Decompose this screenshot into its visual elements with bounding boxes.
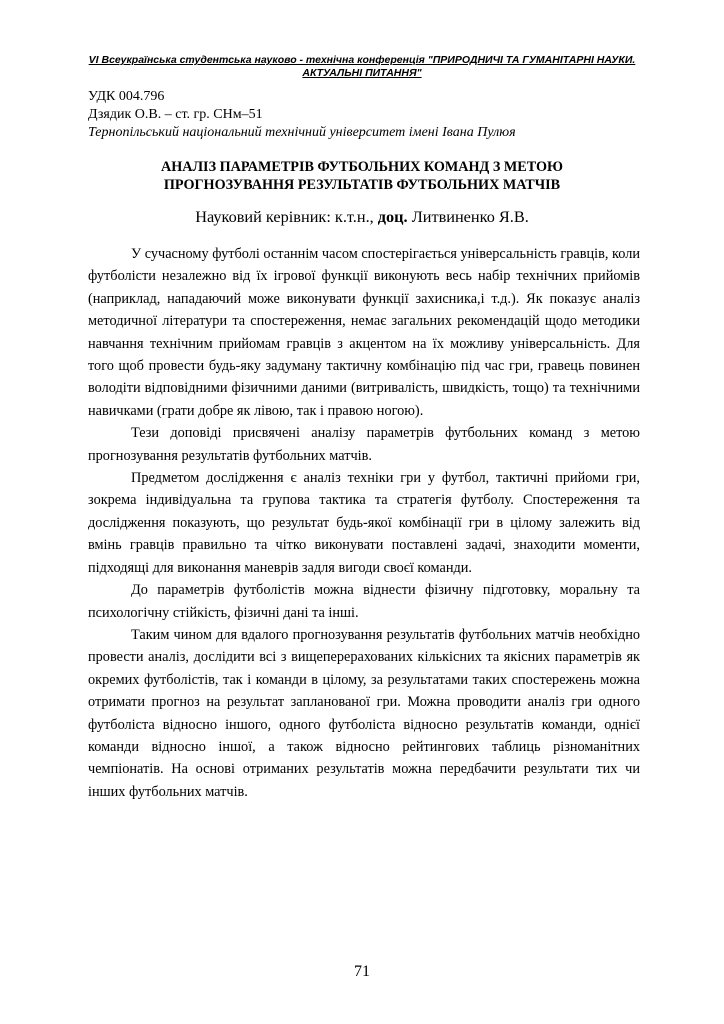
article-title: [88, 158, 636, 194]
paragraph-1: У сучасному футболі останнім часом спостерігається універсальність гравців, коли футболісти незалежно від їх ігрової функції виконують весь набір технічних прийомів (наприклад, нападаючий може виконувати функції захисника,і т.д.). Як показує аналіз методичної літератури та спостереження, немає загальних рекомендацій щодо методики навчання технічним прийомам гравців з акцентом на їх можливу універсальність. Для того щоб провести будь-яку задуману тактичну комбінацію під час гри, гравець повинен володіти відповідними фізичними даними (витривалість, швидкість, тощо) та технічними навичками (грати добре як лівою, так і правою ногою).: [88, 246, 640, 419]
supervisor-prefix: Науковий керівник: к.т.н.,: [195, 207, 378, 226]
supervisor-rank: доц.: [377, 207, 408, 226]
article-body: [88, 243, 640, 803]
udc-code: УДК 004.796: [88, 89, 165, 104]
page-number: 71: [354, 963, 370, 980]
title-line-2: ПРОГНОЗУВАННЯ РЕЗУЛЬТАТІВ ФУТБОЛЬНИХ МАТЧІВ: [163, 177, 561, 193]
conference-header: [88, 54, 636, 80]
paragraph-5: Таким чином для вдалого прогнозування результатів футбольних матчів необхідно провести аналіз, дослідити всі з вищеперерахованих кількісних та якісних параметрів як окремих футболістів, так і команди в цілому, за результатами таких спостережень можна отримати прогноз на результат запланованої гри. Можна проводити аналіз гри одного футболіста відносно іншого, одного футболіста відносно результатів команди, однієї команди відносно іншої, а також відносно рейтингових таблиць різноманітних чемпіонатів. На основі отриманих результатів можна передбачити результати тих чи інших футбольних матчів.: [88, 626, 640, 800]
paragraph-3: Предметом дослідження є аналіз техніки гри у футбол, тактичні прийоми гри, зокрема індивідуальна та групова тактика та стратегія футболу. Спостереження та дослідження показують, що результат будь-якої комбінації гри в цілому залежить від вмінь гравців правильно та чітко виконувати поставлені задачі, знаходити моменти, підходящі для виконання маневрів задля вигоди своєї команди.: [88, 470, 640, 576]
title-line-1: АНАЛІЗ ПАРАМЕТРІВ ФУТБОЛЬНИХ КОМАНД З МЕТОЮ: [160, 159, 564, 175]
conference-header-line-1: VI Всеукраїнська студентська науково - технічна конференція "ПРИРОДНИЧІ ТА ГУМАНІТАРНІ НАУКИ.: [88, 54, 636, 66]
paragraph-2: Тези доповіді присвячені аналізу параметрів футбольних команд з метою прогнозування результатів футбольних матчів.: [88, 425, 640, 464]
affiliation: Тернопільський національний технічний університет імені Івана Пулюя: [88, 125, 516, 140]
article-meta: [88, 88, 648, 142]
supervisor-line: [88, 206, 636, 228]
conference-header-line-2: АКТУАЛЬНІ ПИТАННЯ": [302, 67, 422, 79]
paragraph-4: До параметрів футболістів можна віднести фізичну підготовку, моральну та психологічну стійкість, фізичні дані та інші.: [88, 582, 640, 621]
supervisor-name: Литвиненко Я.В.: [407, 207, 529, 226]
author-line: Дзядик О.В. – ст. гр. СНм–51: [88, 107, 263, 122]
